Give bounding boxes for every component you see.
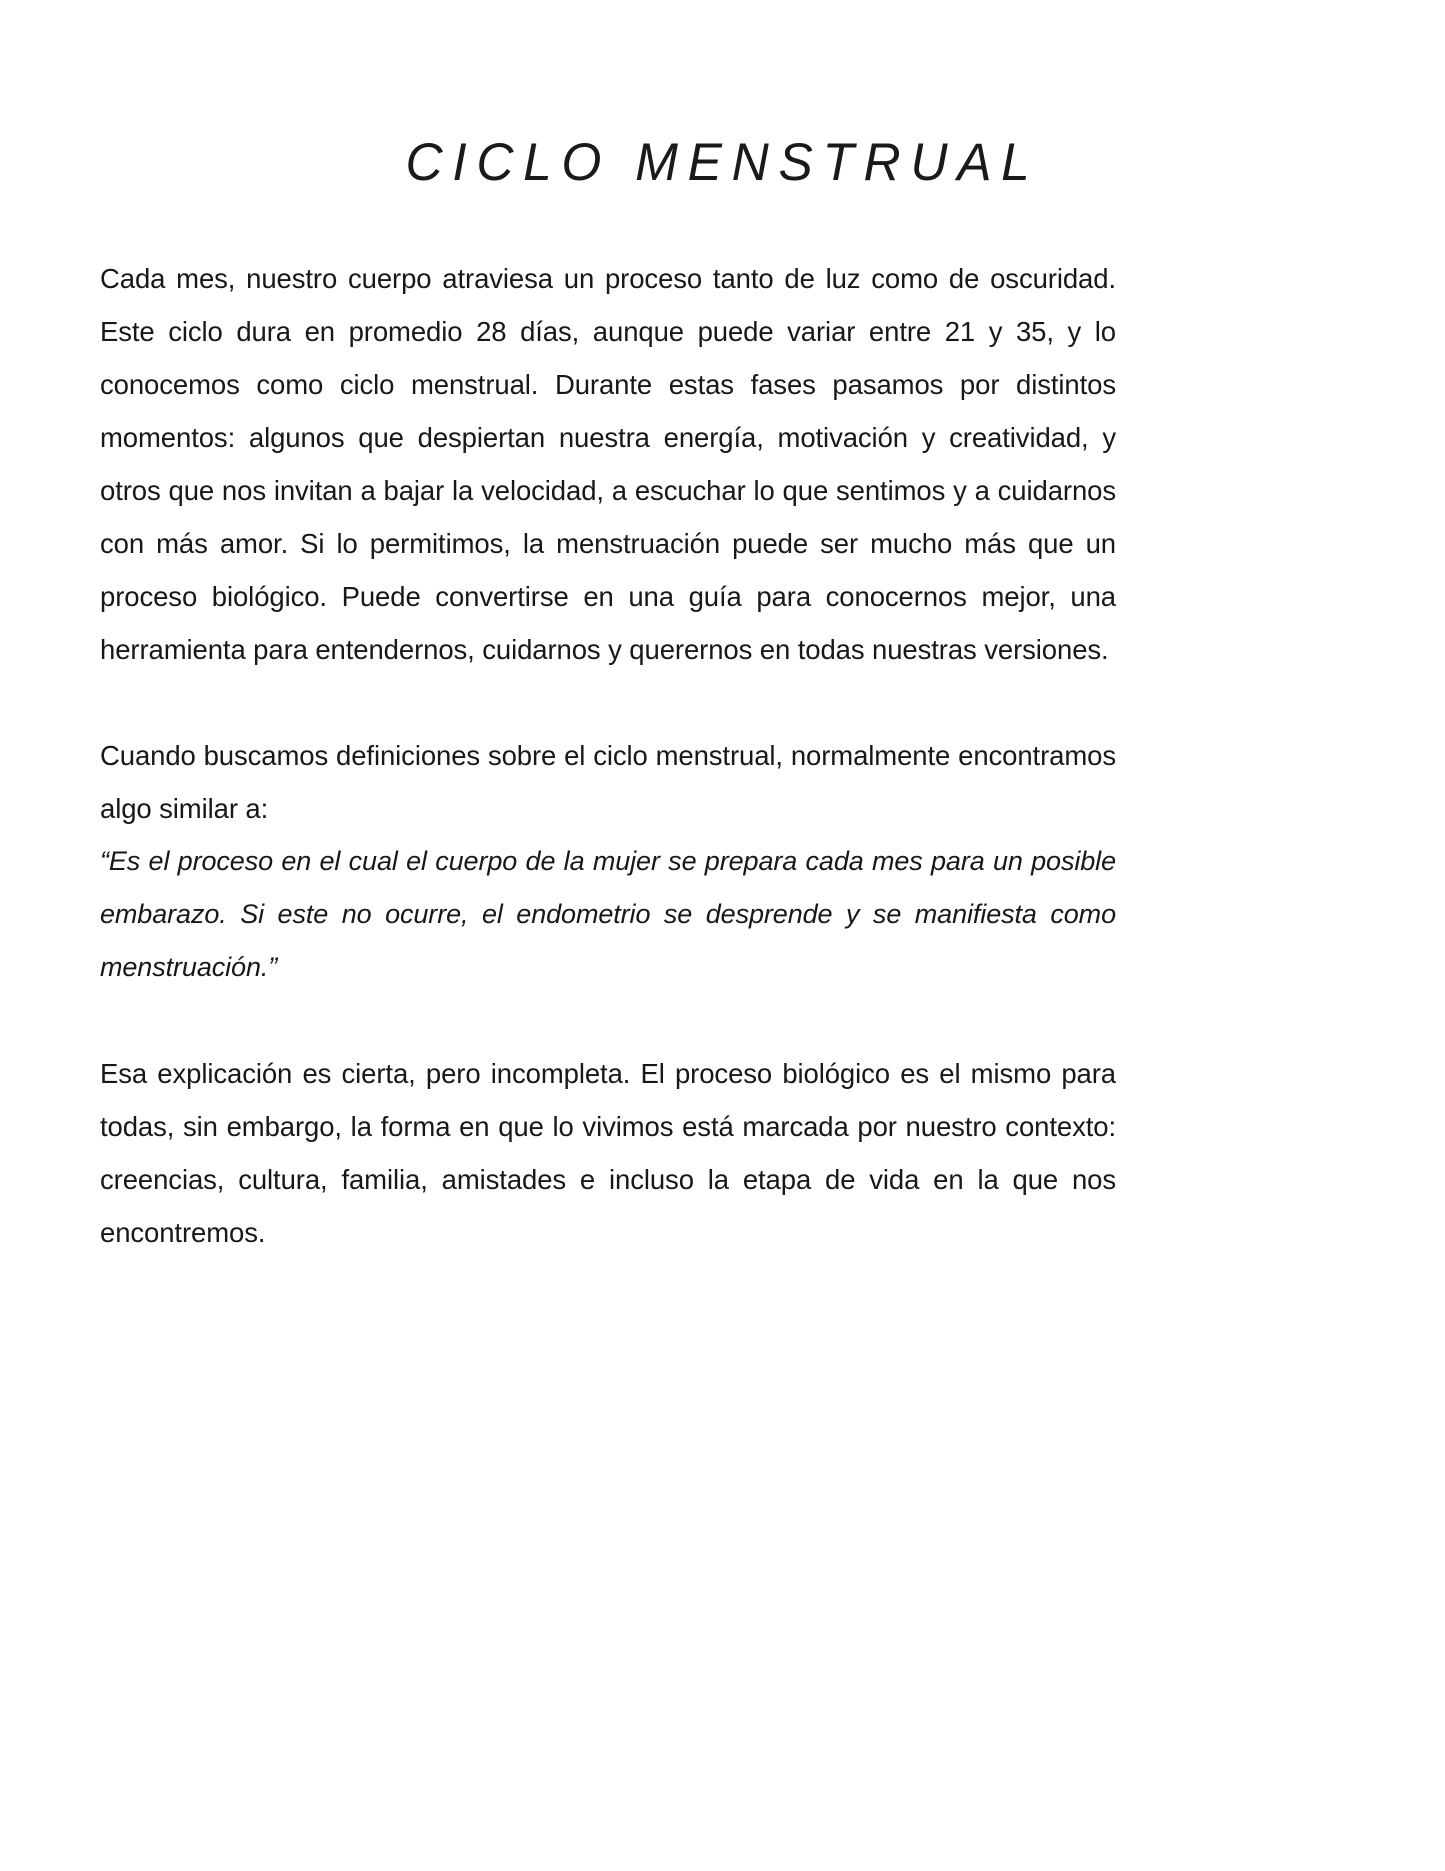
blockquote-definition: “Es el proceso en el cual el cuerpo de la mujer se prepara cada mes para un posible embarazo. Si este no ocurre, el endometrio se desprende y se manifiesta como menstruación.”: [100, 846, 1116, 982]
paragraph-closing: Esa explicación es cierta, pero incompleta. El proceso biológico es el mismo para todas, sin embargo, la forma en que lo vivimos está marcada por nuestro contexto: creencias, cultura, familia, amistades e incluso la etapa de vida en la que nos encontremos.: [100, 1058, 1116, 1248]
paragraph-intro: Cada mes, nuestro cuerpo atraviesa un proceso tanto de luz como de oscuridad. Este ciclo dura en promedio 28 días, aunque puede variar entre 21 y 35, y lo conocemos como ciclo menstrual. Durante estas fases pasamos por distintos momentos: algunos que despiertan nuestra energía, motivación y creatividad, y otros que nos invitan a bajar la velocidad, a escuchar lo que sentimos y a cuidarnos con más amor. Si lo permitimos, la menstruación puede ser mucho más que un proceso biológico. Puede convertirse en una guía para conocernos mejor, una herramienta para entendernos, cuidarnos y querernos en todas nuestras versiones.: [100, 263, 1116, 665]
paragraph-spacer: [100, 994, 1116, 1047]
paragraph-definition-intro: Cuando buscamos definiciones sobre el ciclo menstrual, normalmente encontramos algo similar a:: [100, 740, 1116, 824]
paragraph-spacer: [100, 676, 1116, 729]
document-body: [100, 252, 1116, 1259]
page-title: CICLO MENSTRUAL: [405, 132, 1040, 192]
